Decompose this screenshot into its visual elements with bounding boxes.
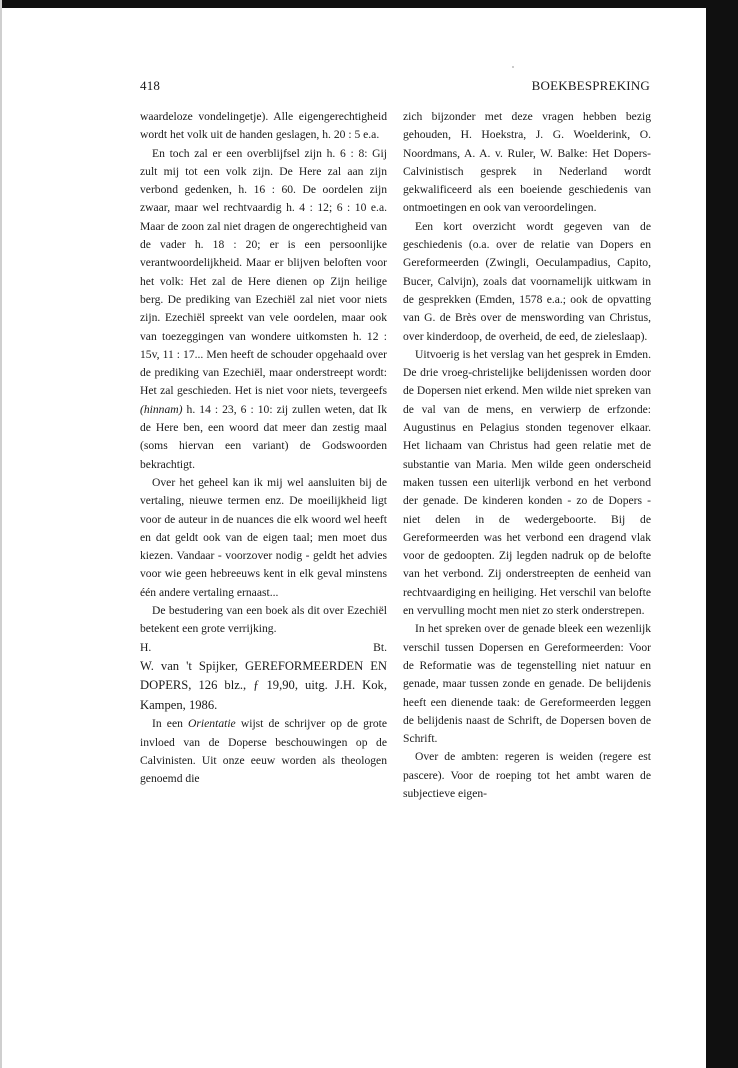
paragraph: Over de ambten: regeren is weiden (regere est pascere). Voor de roeping tot het ambt waren de subjectieve eigen- [403,750,651,800]
page-number: 418 [140,78,161,93]
book-details: , 126 blz., ƒ 19,90, uitg. J.H. Kok, Kampen, 1986. [140,678,387,712]
running-title: BOEKBESPREKING [531,78,650,93]
left-column [140,108,387,789]
italic-term: (hinnam) [140,402,183,416]
paragraph: zich bijzonder met deze vragen hebben bezig gehouden, H. Hoekstra, J. G. Woelderink, O. Noordmans, A. A. v. Ruler, W. Balke: Het Dopers-Calvinistisch gesprek in Nederland wordt gekwalificeerd als een boeiende geschiedenis van ontmoetingen en ook van veroordelingen. [403,110,651,215]
paragraph: De bestudering van een boek als dit over Ezechiël betekent een grote verrijking. [140,604,387,636]
signature-initial: H. [140,640,152,654]
paragraph-text: En toch zal er een overblijfsel zijn h. 6 : 8: Gij zult mij tot een volk zijn. De Here zal aan zijn verbond gedenken, h. 16 : 60. De oordelen zijn zwaar, maar wel rechtvaardig h. 4 : 12; 6 : 10 e.a. Maar de zoon zal niet dragen de ongerechtigheid van de vader h. 18 : 20; er is een persoonlijke verantwoordelijkheid. Maar er blijven beloften voor het volk: Het zal de Here dienen op Zijn heilige berg. De prediking van Ezechiël zal niet voor niets zijn. Ezechiël spreekt van vele oordelen, maar ook van toezeggingen van wondere uitkomsten h. 12 : 15v, 11 : 17... Men heeft de schouder opgehaald over de prediking van Ezechiël, maar onderstreept wordt: Het zal geschieden. Het is niet voor niets, tevergeefs [140,146,387,398]
book-title: GEREFORMEERDEN EN DOPERS [140,658,387,693]
book-author: W. van 't Spijker, [140,658,245,673]
book-reference [140,657,387,716]
signature-initials: Bt. [373,640,387,654]
paragraph: waardeloze vondelingetje). Alle eigengerechtigheid wordt het volk uit de handen geslagen, h. 20 : 5 e.a. [140,110,387,142]
paragraph-text: In een [152,717,189,731]
paragraph: Een kort overzicht wordt gegeven van de geschiedenis (o.a. over de relatie van Dopers en Gereformeerden (Zwingli, Oeculampadius, Capito, Bucer, Calvijn), zoals dat voornamelijk uitkwam in de gesprekken (Emden, 1578 e.a.; ook de opvatting van G. de Brès over de menswording van Christus, over kinderdoop, de overheid, de eed, de zieleslaap). [403,219,651,343]
paragraph: Over het geheel kan ik mij wel aansluiten bij de vertaling, nieuwe termen enz. De moeilijkheid ligt voor de auteur in de nuances die elk woord wel heeft en dat geldt ook van de eigen taal; men moet dus kiezen. Vandaar - voorzover nodig - geldt het advies voor wie geen hebreeuws kent in elk geval minstens één andere vertaling ernaast... [140,475,387,599]
right-column [403,108,651,803]
paragraph: In het spreken over de genade bleek een wezenlijk verschil tussen Dopersen en Gereformeerden: Voor de Reformatie was de tegenstelling niet natuur en genade, maar tussen zonde en genade. De belijdenis heeft een dienende taak: de Gereformeerden leggen de belijdenis naast de Schrift, de Dopersen boven de Schrift. [403,622,651,746]
paragraph [140,715,387,788]
scan-border-left [0,0,2,1068]
reviewer-signature [140,639,387,657]
paragraph [140,145,387,474]
paragraph: Uitvoerig is het verslag van het gesprek in Emden. De drie vroeg-christelijke belijdenissen worden door de Dopersen niet erkend. Men wilde niet spreken van de val van de mens, en verwierp de erfzonde: Augustinus en Pelagius stonden tegenover elkaar. Het lichaam van Christus had geen relatie met de substantie van Maria. Men wilde geen onderscheid maken tussen een uiterlijk verbond en het verbond der genade. De kinderen konden - zo de Dopers - niet delen in de wedergeboorte. Bij de Gereformeerden was het verbond een dragend vlak voor de gedoopten. Zij legden nadruk op de belofte van het verbond. Zij onderstreepten de eenheid van rechtvaardiging en heiliging. Het verschil van belofte en vervulling mocht men niet zo sterk onderstrepen. [403,347,651,618]
scan-speck [512,66,514,68]
paragraph-text: h. 14 : 23, 6 : 10: zij zullen weten, dat Ik de Here ben, een woord dat meer dan zestig maal (soms hiervan een variant) de Godswoorden bekrachtigt. [140,402,387,471]
italic-term: Orientatie [188,717,236,731]
scan-border-top [0,0,738,8]
scan-border-right [706,0,738,1068]
paragraph-text: wijst de schrijver op de grote invloed van de Doperse beschouwingen op de Calvinisten. Uit onze eeuw worden als theologen genoemd die [140,717,387,786]
